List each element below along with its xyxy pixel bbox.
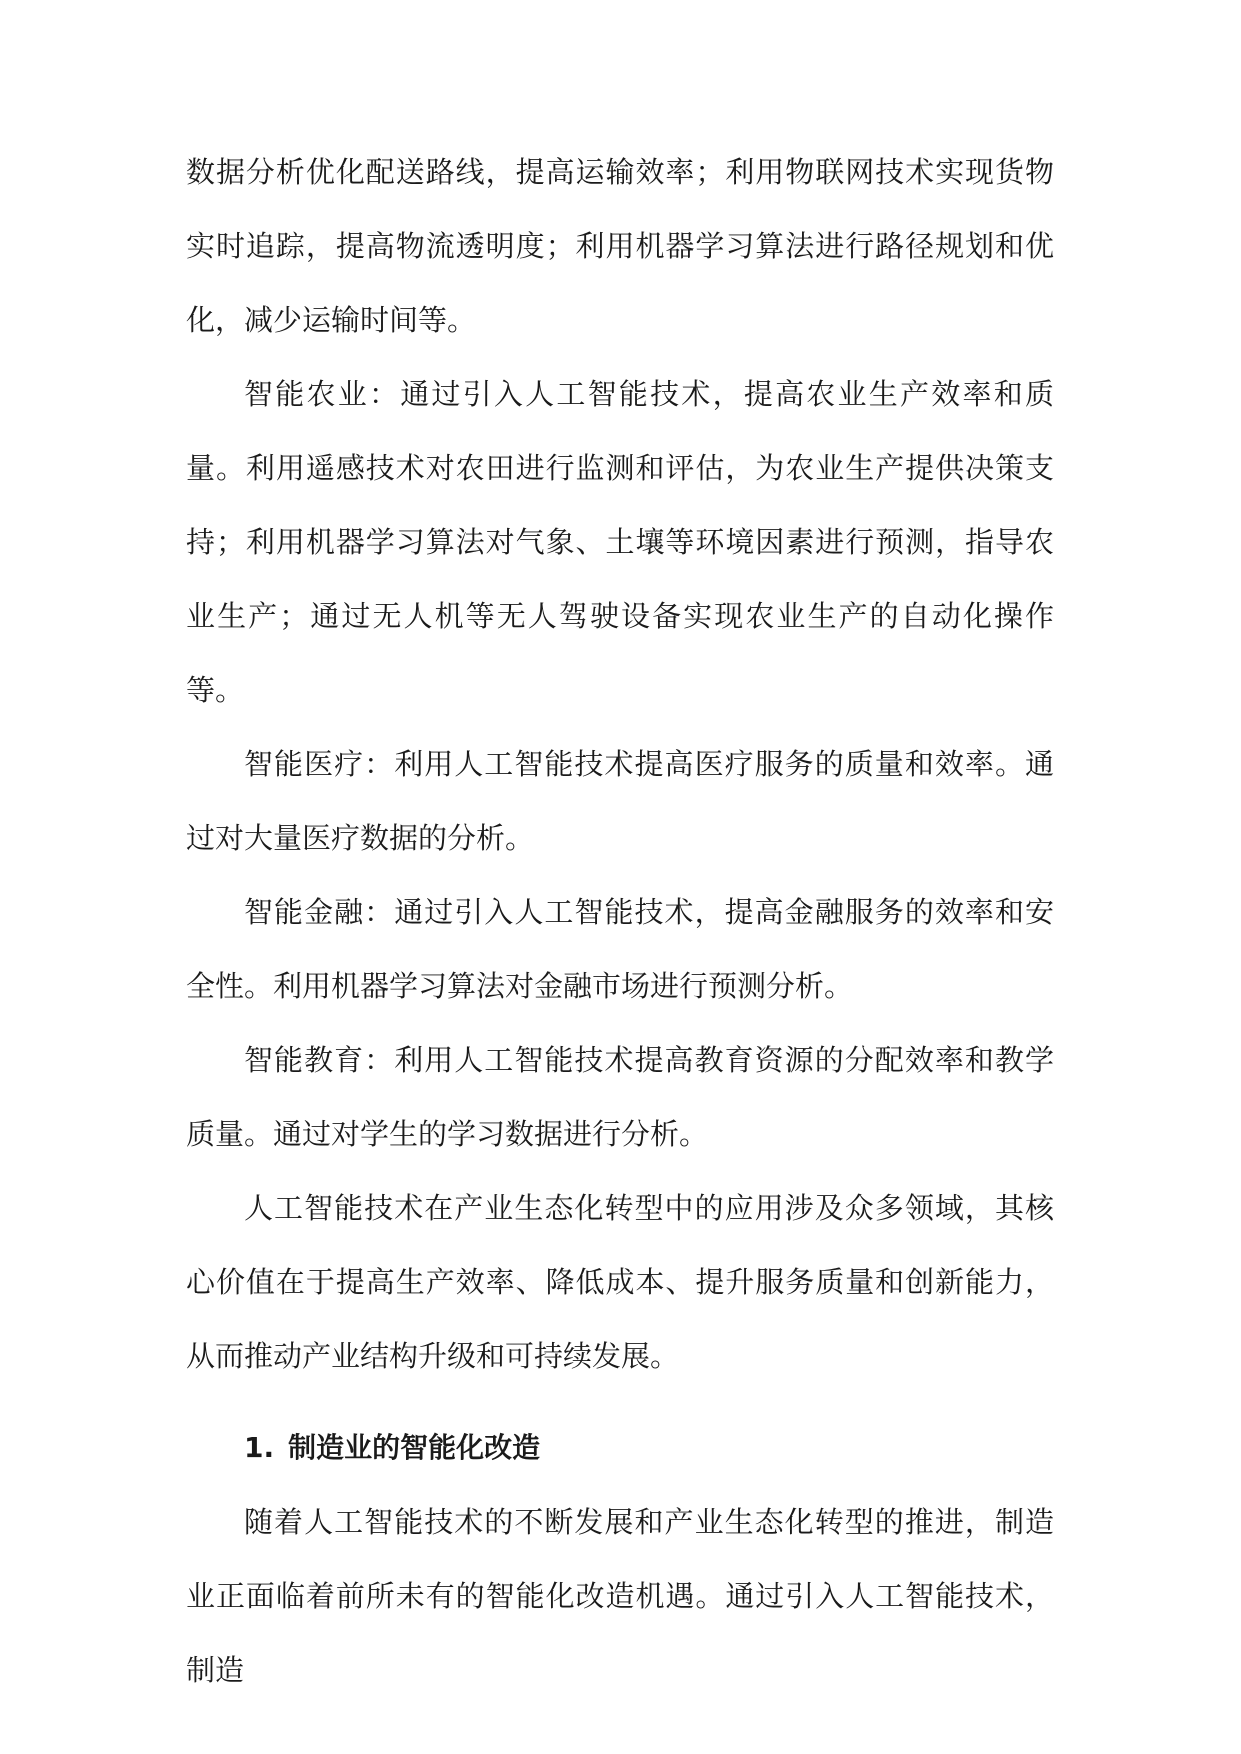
paragraph-manufacturing-intro: 随着人工智能技术的不断发展和产业生态化转型的推进，制造业正面临着前所未有的智能化改造机遇。通过引入人工智能技术，制造 xyxy=(186,1505,1054,1687)
paragraph-smart-finance: 智能金融：通过引入人工智能技术，提高金融服务的效率和安全性。利用机器学习算法对金融市场进行预测分析。 xyxy=(186,895,1054,1003)
paragraph-smart-agriculture: 智能农业：通过引入人工智能技术，提高农业生产效率和质量。利用遥感技术对农田进行监测和评估，为农业生产提供决策支持；利用机器学习算法对气象、土壤等环境因素进行预测，指导农业生产；通过无人机等无人驾驶设备实现农业生产的自动化操作等。 xyxy=(186,377,1054,707)
paragraph-smart-healthcare: 智能医疗：利用人工智能技术提高医疗服务的质量和效率。通过对大量医疗数据的分析。 xyxy=(186,747,1054,855)
paragraph-summary: 人工智能技术在产业生态化转型中的应用涉及众多领域，其核心价值在于提高生产效率、降低成本、提升服务质量和创新能力，从而推动产业结构升级和可持续发展。 xyxy=(186,1191,1054,1373)
section-number: 1. xyxy=(244,1431,275,1464)
section-title: 制造业的智能化改造 xyxy=(288,1431,541,1464)
paragraph-smart-education: 智能教育：利用人工智能技术提高教育资源的分配效率和教学质量。通过对学生的学习数据进行分析。 xyxy=(186,1043,1054,1151)
document-body xyxy=(186,135,1054,1707)
section-heading xyxy=(186,1411,1054,1485)
paragraph-logistics-continued: 数据分析优化配送路线，提高运输效率；利用物联网技术实现货物实时追踪，提高物流透明度；利用机器学习算法进行路径规划和优化，减少运输时间等。 xyxy=(186,155,1054,337)
